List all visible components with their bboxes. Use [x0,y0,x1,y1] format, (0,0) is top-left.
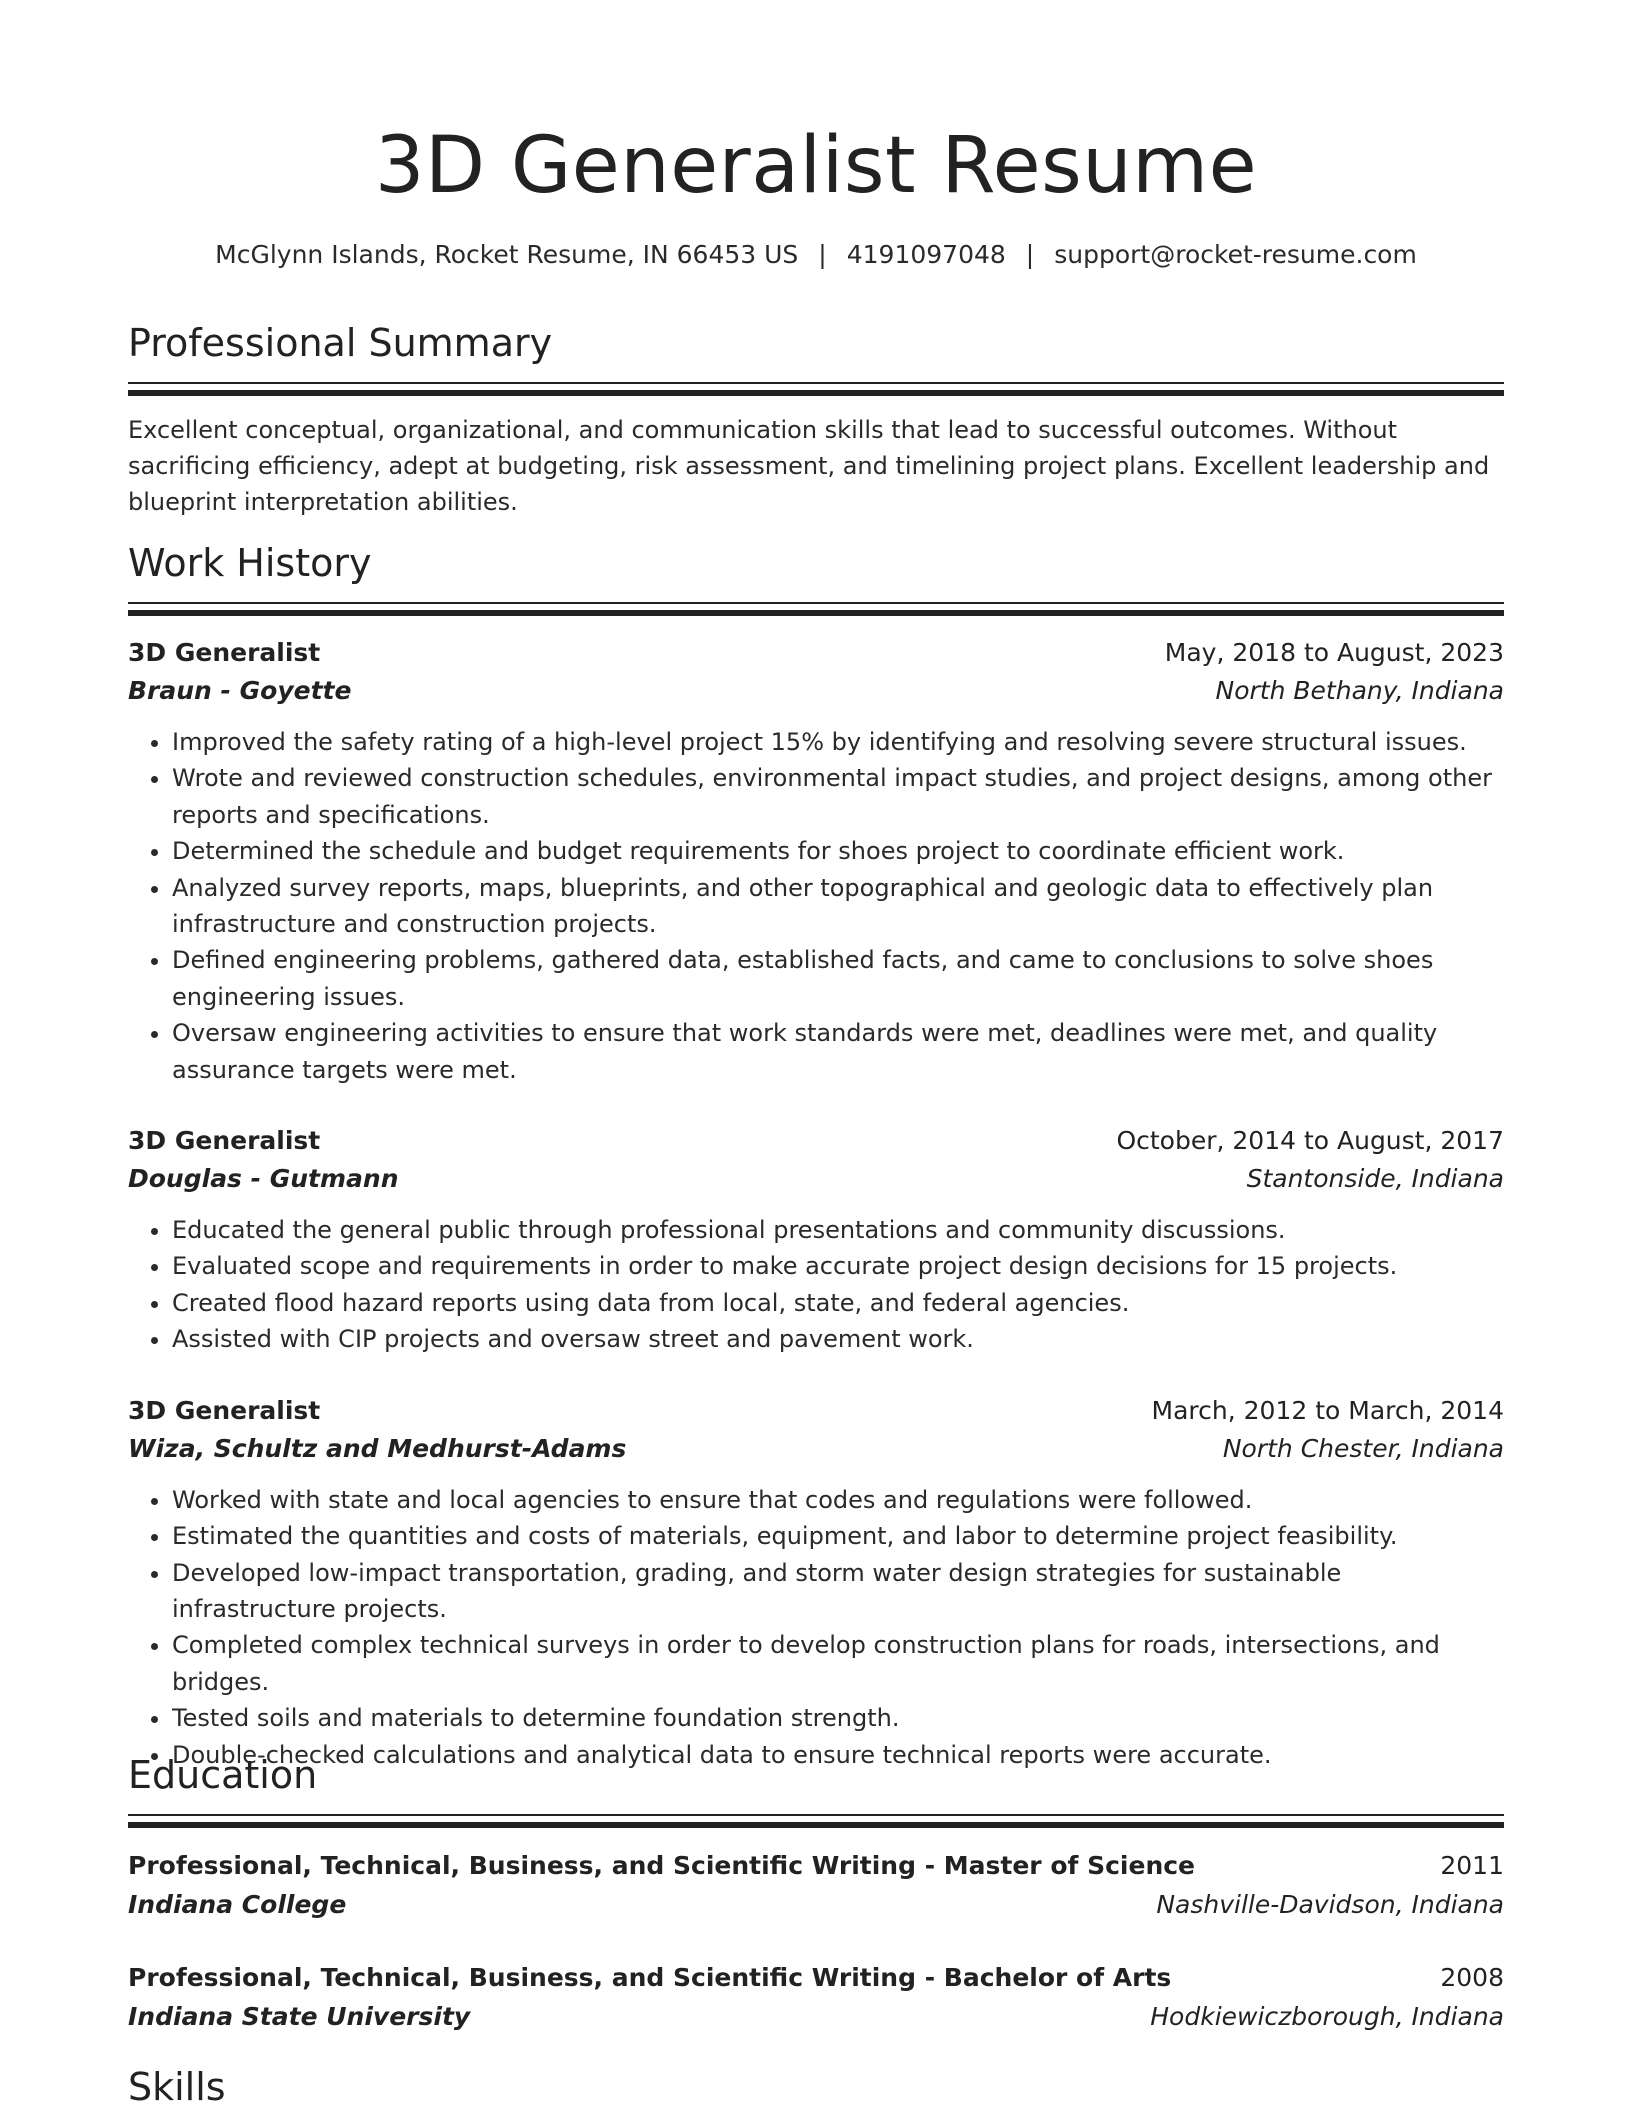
section-divider-thick [128,390,1504,396]
list-item: • Created flood hazard reports using data from local, state, and federal agencies. [172,1285,1504,1321]
education-location: Nashville-Davidson, Indiana [1156,1890,1504,1919]
job-header [128,634,1504,672]
section-heading: Professional Summary [128,321,553,365]
job-bullets [128,1482,1504,1773]
list-item: • Worked with state and local agencies to ensure that codes and regulations were followed. [172,1482,1504,1518]
education-header [128,1958,1504,1998]
section-divider-thick [128,1822,1504,1828]
job-dates: March, 2012 to March, 2014 [1151,1395,1504,1425]
resume-name: 3D Generalist Resume [374,121,1258,211]
job-location: North Bethany, Indiana [1215,676,1504,705]
list-item: • Completed complex technical surveys in order to develop construction plans for roads, intersections, and bridges. [172,1627,1504,1700]
list-item: • Developed low-impact transportation, grading, and storm water design strategies for sustainable infrastructure projects. [172,1555,1504,1628]
education-location: Hodkiewiczborough, Indiana [1150,2002,1504,2031]
section-heading: Skills [128,2065,226,2109]
education-entry [128,1846,1504,1924]
list-item: • Double-checked calculations and analytical data to ensure technical reports were accurate. [172,1737,1504,1773]
list-item: • Assisted with CIP projects and oversaw street and pavement work. [172,1321,1504,1357]
work-history-section [128,538,1504,1773]
contact-address: McGlynn Islands, Rocket Resume, IN 66453 US [215,240,799,269]
contact-email[interactable]: support@rocket-resume.com [1054,240,1417,269]
education-subheader [128,1886,1504,1924]
contact-separator: | [818,240,827,269]
list-item: • Wrote and reviewed construction schedules, environmental impact studies, and project designs, among other reports and specifications. [172,760,1504,833]
education-school: Indiana College [128,1890,347,1919]
list-item: • Evaluated scope and requirements in order to make accurate project design decisions for 15 projects. [172,1248,1504,1284]
contact-phone: 4191097048 [846,240,1006,269]
job-location: North Chester, Indiana [1222,1433,1504,1463]
skills-section [128,2062,1504,2112]
job-bullets [128,724,1504,1088]
summary-section [128,318,1504,520]
job-location: Stantonside, Indiana [1246,1164,1504,1194]
education-entry [128,1958,1504,2036]
section-heading: Education [128,1753,318,1797]
job-subheader [128,1430,1504,1468]
education-header [128,1846,1504,1886]
job-entry [128,1122,1504,1358]
education-degree: Professional, Technical, Business, and Scientific Writing - Bachelor of Arts [128,1963,1172,1992]
section-heading: Work History [128,541,372,585]
list-item: • Oversaw engineering activities to ensure that work standards were met, deadlines were met, and quality assurance targets were met. [172,1015,1504,1088]
education-school: Indiana State University [128,2002,471,2031]
job-dates: October, 2014 to August, 2017 [1116,1126,1504,1156]
job-company: Douglas - Gutmann [128,1164,399,1194]
section-divider [128,602,1504,604]
education-year: 2011 [1440,1851,1504,1880]
section-divider [128,382,1504,384]
job-bullets [128,1212,1504,1358]
list-item: • Improved the safety rating of a high-level project 15% by identifying and resolving severe structural issues. [172,724,1504,760]
list-item: • Defined engineering problems, gathered data, established facts, and came to conclusions to solve shoes engineering issues. [172,942,1504,1015]
job-company: Braun - Goyette [128,676,352,705]
section-divider [128,1814,1504,1816]
summary-text: Excellent conceptual, organizational, and communication skills that lead to successful outcomes. Without sacrificing efficiency, adept at budgeting, risk assessment, and timelining project plans. Excellent leadership and blueprint interpretation abilities. [128,416,1490,516]
job-header [128,1392,1504,1430]
education-degree: Professional, Technical, Business, and Scientific Writing - Master of Science [128,1851,1196,1880]
job-header [128,1122,1504,1160]
job-entry [128,1392,1504,1773]
education-subheader [128,1998,1504,2036]
list-item: • Determined the schedule and budget requirements for shoes project to coordinate efficient work. [172,833,1504,869]
job-subheader [128,1160,1504,1198]
education-year: 2008 [1440,1963,1504,1992]
job-company: Wiza, Schultz and Medhurst-Adams [128,1433,627,1463]
list-item: • Analyzed survey reports, maps, blueprints, and other topographical and geologic data to effectively plan infrastructure and construction projects. [172,870,1504,943]
list-item: • Educated the general public through professional presentations and community discussions. [172,1212,1504,1248]
job-title: 3D Generalist [128,638,321,667]
list-item: • Tested soils and materials to determine foundation strength. [172,1700,1504,1736]
job-dates: May, 2018 to August, 2023 [1164,638,1504,667]
education-section [128,1750,1504,2036]
contact-separator: | [1025,240,1035,269]
list-item: • Estimated the quantities and costs of materials, equipment, and labor to determine project feasibility. [172,1518,1504,1554]
job-title: 3D Generalist [128,1395,321,1425]
job-subheader [128,672,1504,710]
job-title: 3D Generalist [128,1126,321,1156]
contact-line [128,237,1504,273]
section-divider-thick [128,610,1504,616]
job-entry [128,634,1504,1088]
